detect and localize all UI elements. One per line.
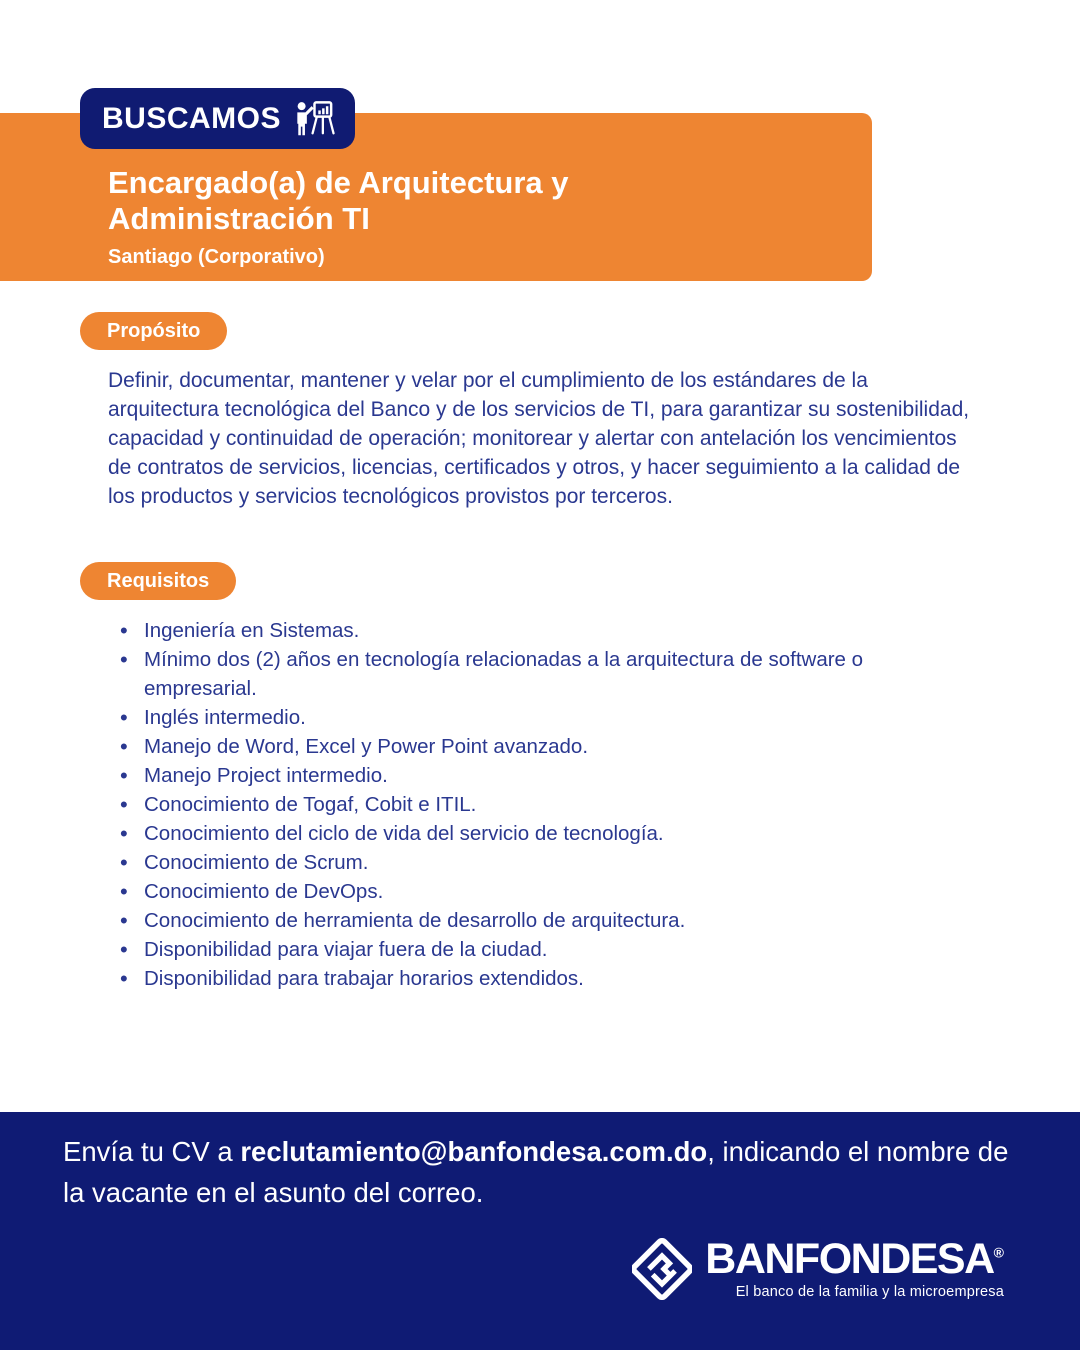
logo-text-block <box>705 1235 1004 1300</box>
requisito-item: • Conocimiento de Scrum. <box>118 848 958 877</box>
job-location: Santiago (Corporativo) <box>108 245 325 268</box>
requisito-item: • Manejo de Word, Excel y Power Point avanzado. <box>118 732 958 761</box>
requisito-item: • Inglés intermedio. <box>118 703 958 732</box>
cv-email[interactable]: reclutamiento@banfondesa.com.do <box>240 1136 708 1167</box>
requisito-item: • Conocimiento de herramienta de desarrollo de arquitectura. <box>118 906 958 935</box>
requisitos-label: Requisitos <box>107 569 210 592</box>
requisito-item: • Conocimiento de DevOps. <box>118 877 958 906</box>
job-title: Encargado(a) de Arquitectura y Administración TI <box>108 165 569 237</box>
proposito-label: Propósito <box>107 319 201 342</box>
requisito-item: • Ingeniería en Sistemas. <box>118 616 958 645</box>
requisito-item: • Mínimo dos (2) años en tecnología relacionadas a la arquitectura de software o empresarial. <box>118 645 958 703</box>
buscamos-label: BUSCAMOS <box>102 101 282 135</box>
registered-mark: ® <box>993 1244 1004 1261</box>
proposito-pill <box>80 312 227 350</box>
logo-wordmark <box>705 1235 1004 1283</box>
requisitos-list <box>118 616 958 993</box>
logo-name: BANFONDESA <box>705 1235 994 1283</box>
requisito-item: • Disponibilidad para trabajar horarios extendidos. <box>118 964 958 993</box>
requisito-item: • Disponibilidad para viajar fuera de la ciudad. <box>118 935 958 964</box>
banfondesa-logo <box>632 1235 1004 1300</box>
diamond-logo-icon <box>632 1238 692 1300</box>
requisito-item: • Conocimiento del ciclo de vida del servicio de tecnología. <box>118 819 958 848</box>
footer <box>0 1112 1080 1350</box>
cv-prefix: Envía tu CV a <box>63 1136 241 1167</box>
presenter-easel-icon <box>293 99 335 139</box>
requisitos-pill <box>80 562 236 600</box>
cv-suffix: , indicando el nombre de la vacante en el asunto del correo. <box>63 1136 1009 1208</box>
footer-cv-text <box>63 1132 1013 1213</box>
requisito-item: • Conocimiento de Togaf, Cobit e ITIL. <box>118 790 958 819</box>
buscamos-badge <box>80 88 355 149</box>
proposito-text: Definir, documentar, mantener y velar por el cumplimiento de los estándares de la arquitectura tecnológica del Banco y de los servicios de TI, para garantizar su sostenibilidad, capacidad y continuidad de operación; monitorear y alertar con antelación los vencimientos de contratos de servicios, licencias, certificados y otros, y hacer seguimiento a la calidad de los productos y servicios tecnológicos provistos por terceros. <box>108 369 970 508</box>
logo-tagline: El banco de la familia y la microempresa <box>735 1284 1004 1300</box>
requisito-item: • Manejo Project intermedio. <box>118 761 958 790</box>
